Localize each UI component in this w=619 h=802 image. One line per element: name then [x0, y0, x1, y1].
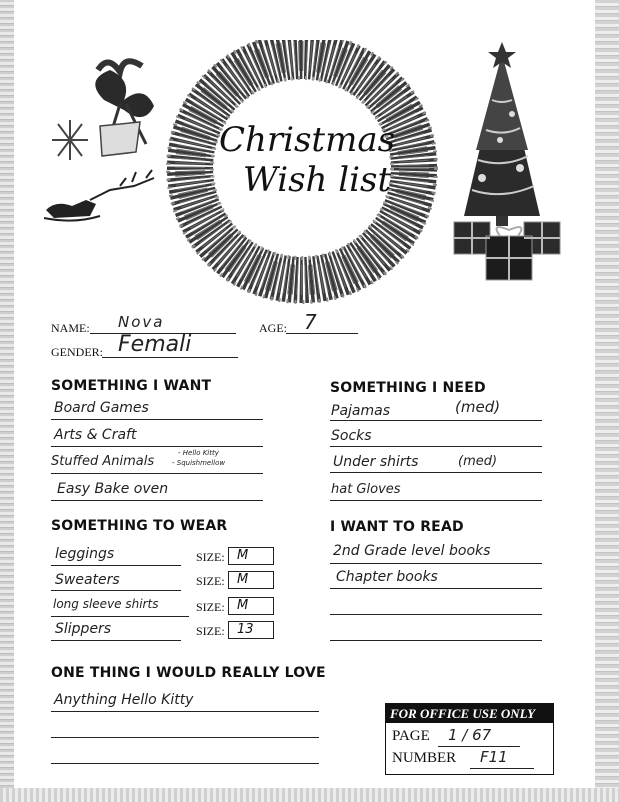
- i-want-to-read-heading: I WANT TO READ: [330, 519, 464, 535]
- want-note-1: - Hello Kitty: [178, 449, 219, 457]
- wear-size-3: M: [237, 598, 249, 613]
- snowflake-icon: [52, 120, 88, 160]
- age-label: AGE:: [259, 321, 287, 335]
- wear-line-3: [51, 616, 189, 617]
- name-label: NAME:: [51, 321, 90, 335]
- want-note-2: - Squishmellow: [172, 459, 226, 467]
- read-line-3: [330, 614, 542, 615]
- love-item-1: Anything Hello Kitty: [54, 692, 194, 708]
- number-line: [470, 768, 534, 769]
- wear-size-1: M: [237, 548, 249, 563]
- need-line-4: [330, 500, 542, 501]
- something-i-need-heading: SOMETHING I NEED: [330, 380, 486, 396]
- office-use-heading: FOR OFFICE USE ONLY: [386, 704, 553, 723]
- wear-size-label-2: SIZE:: [196, 574, 225, 588]
- wear-size-box-2: [228, 571, 274, 589]
- gender-line: [102, 357, 238, 358]
- wear-line-2: [51, 590, 181, 591]
- need-size-1: (med): [455, 398, 501, 416]
- wear-size-box-3: [228, 597, 274, 615]
- want-line-4: [51, 500, 263, 501]
- need-line-2: [330, 446, 542, 447]
- want-line-1: [51, 419, 263, 420]
- page-label: PAGE: [392, 728, 430, 744]
- need-item-1: Pajamas: [331, 403, 391, 419]
- need-item-3: Under shirts: [333, 454, 419, 470]
- want-item-1: Board Games: [54, 400, 149, 416]
- love-line-2: [51, 737, 319, 738]
- read-line-2: [330, 588, 542, 589]
- want-item-3: Stuffed Animals: [51, 454, 155, 469]
- wear-size-label-3: SIZE:: [196, 600, 225, 614]
- age-value: 7: [304, 310, 317, 334]
- read-item-2: Chapter books: [336, 569, 438, 585]
- something-i-want-heading: SOMETHING I WANT: [51, 378, 212, 394]
- title-line-1: Christmas: [218, 120, 396, 160]
- need-line-1: [330, 420, 542, 421]
- sleigh-icon: [44, 170, 154, 221]
- gender-value: Femali: [118, 332, 192, 357]
- want-item-4: Easy Bake oven: [57, 481, 169, 497]
- need-item-2: Socks: [331, 428, 372, 444]
- need-size-3: (med): [458, 454, 498, 469]
- wear-item-3: long sleeve shirts: [53, 597, 159, 611]
- read-item-1: 2nd Grade level books: [333, 543, 491, 559]
- love-line-3: [51, 763, 319, 764]
- scan-edge-bottom: [0, 788, 619, 802]
- need-line-3: [330, 472, 542, 473]
- number-value: F11: [480, 748, 508, 766]
- want-line-3: [51, 473, 263, 474]
- read-line-1: [330, 563, 542, 564]
- wish-list-title: [212, 120, 402, 200]
- wear-item-4: Slippers: [55, 621, 112, 637]
- wear-size-box-1: [228, 547, 274, 565]
- wear-size-4: 13: [237, 622, 254, 637]
- page-line: [438, 746, 520, 747]
- bow-icon: [95, 61, 154, 156]
- love-line-1: [51, 711, 319, 712]
- office-use-box: [385, 703, 554, 775]
- really-love-heading: ONE THING I WOULD REALLY LOVE: [51, 665, 326, 681]
- title-line-2: Wish list: [242, 160, 392, 200]
- want-line-2: [51, 446, 263, 447]
- page-value: 1 / 67: [448, 726, 492, 744]
- wear-item-2: Sweaters: [55, 572, 120, 588]
- name-value: Nova: [118, 313, 165, 331]
- wear-size-box-4: [228, 621, 274, 639]
- presents-icon: [454, 222, 560, 280]
- wear-line-1: [51, 565, 181, 566]
- want-item-2: Arts & Craft: [54, 427, 137, 443]
- christmas-tree-icon: [464, 42, 540, 226]
- age-line: [286, 333, 358, 334]
- read-line-4: [330, 640, 542, 641]
- wear-size-label-1: SIZE:: [196, 550, 225, 564]
- need-item-4: hat Gloves: [331, 482, 401, 497]
- wear-size-label-4: SIZE:: [196, 624, 225, 638]
- something-to-wear-heading: SOMETHING TO WEAR: [51, 518, 228, 534]
- wear-size-2: M: [237, 572, 249, 587]
- wear-item-1: leggings: [55, 546, 115, 562]
- number-label: NUMBER: [392, 750, 457, 766]
- gender-label: GENDER:: [51, 345, 103, 359]
- wear-line-4: [51, 640, 181, 641]
